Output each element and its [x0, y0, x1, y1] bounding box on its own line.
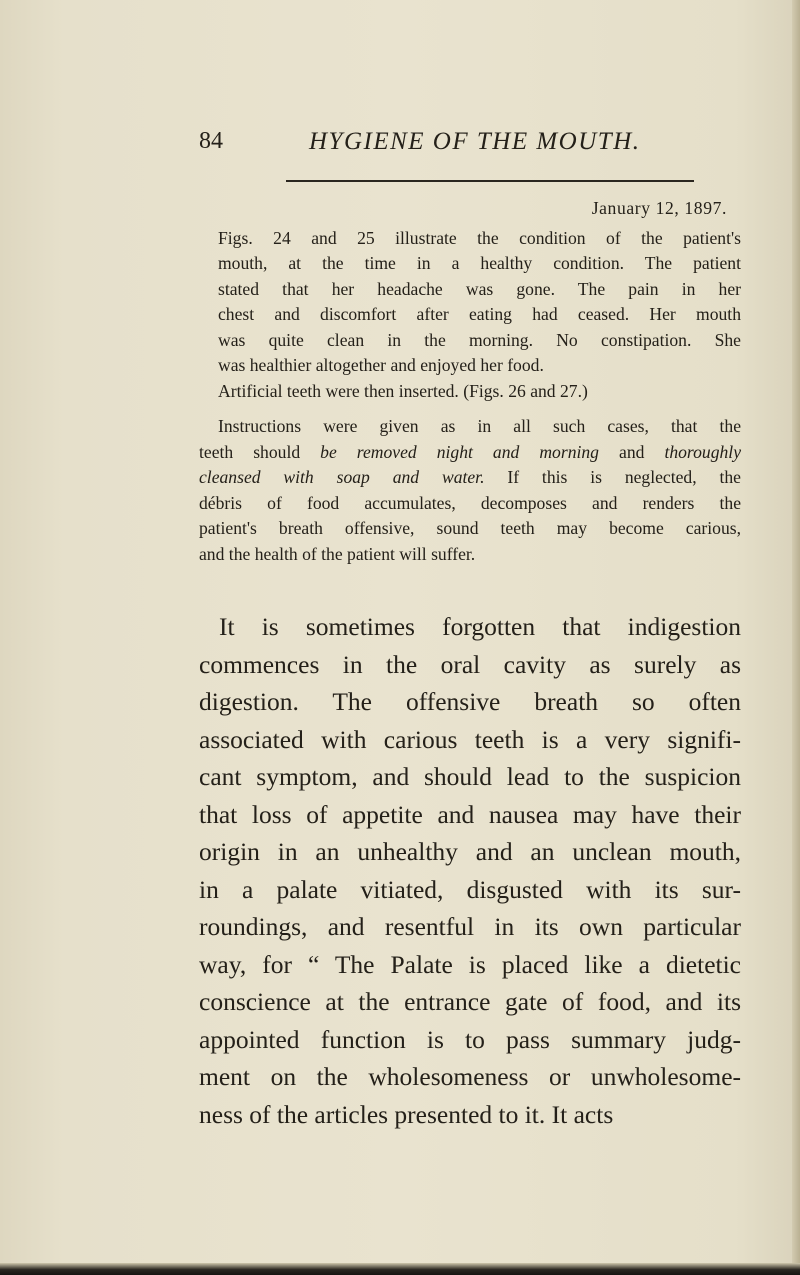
text-line: and the health of the patient will suffer. [199, 543, 476, 564]
text-line: mouth, at the time in a healthy condition. The patient [218, 253, 741, 273]
text-line [199, 440, 741, 466]
header-rule [286, 180, 694, 182]
page-number: 84 [199, 128, 223, 154]
text-line: appointed function is to pass summary judg- [199, 1024, 741, 1054]
text-line: conscience at the entrance gate of food, and its [199, 987, 741, 1016]
instructions-paragraph [199, 414, 741, 567]
text-line: was quite clean in the morning. No constipation. She [218, 329, 741, 350]
text-line: cant symptom, and should lead to the suspicion [199, 762, 741, 791]
text-line: was healthier altogether and enjoyed her food. [218, 355, 544, 375]
text-line: Instructions were given as in all such cases, that the [218, 416, 741, 436]
italic-phrase: thoroughly [664, 441, 741, 462]
text-line: It is sometimes forgotten that indigestion [219, 612, 741, 641]
text-line: origin in an unhealthy and an unclean mouth, [199, 837, 741, 866]
text-fragment: and [598, 441, 665, 462]
text-line: digestion. The offensive breath so often [199, 687, 741, 716]
text-line: that loss of appetite and nausea may have their [199, 799, 741, 829]
case-entry [199, 196, 741, 567]
text-line: stated that her headache was gone. The pain in her [218, 278, 741, 299]
entry-date: January 12, 1897. [591, 198, 727, 218]
text-line: patient's breath offensive, sound teeth may become carious, [199, 518, 741, 538]
case-paragraph [199, 226, 741, 379]
text-fragment: teeth should [199, 441, 321, 462]
text-line: commences in the oral cavity as surely as [199, 649, 741, 679]
text-line: Artificial teeth were then inserted. (Figs. 26 and 27.) [218, 380, 588, 401]
text-fragment: If this is neglected, the [484, 467, 741, 487]
text-line: roundings, and resentful in its own particular [199, 912, 741, 941]
page-edge-bottom [0, 1263, 800, 1275]
text-line: ment on the wholesomeness or unwholesome- [199, 1062, 741, 1091]
body-text [199, 608, 741, 1133]
text-line: Figs. 24 and 25 illustrate the condition of the patient's [218, 227, 741, 248]
case-paragraph [199, 379, 741, 405]
page-header [199, 128, 759, 168]
running-title: HYGIENE OF THE MOUTH. [309, 128, 641, 155]
text-line: associated with carious teeth is a very signifi- [199, 724, 741, 754]
text-line: way, for “ The Palate is placed like a dietetic [199, 949, 741, 979]
text-line: ness of the articles presented to it. It acts [199, 1099, 614, 1129]
italic-phrase: be removed night and morning [320, 441, 599, 462]
body-paragraph [199, 608, 741, 1133]
text-line [199, 465, 741, 491]
italic-phrase: cleansed with soap and water. [199, 467, 485, 487]
text-line: débris of food accumulates, decomposes and renders the [199, 492, 741, 513]
page-edge-right [792, 0, 800, 1275]
text-line: chest and discomfort after eating had ceased. Her mouth [218, 304, 741, 324]
text-line: in a palate vitiated, disgusted with its sur- [199, 874, 741, 904]
